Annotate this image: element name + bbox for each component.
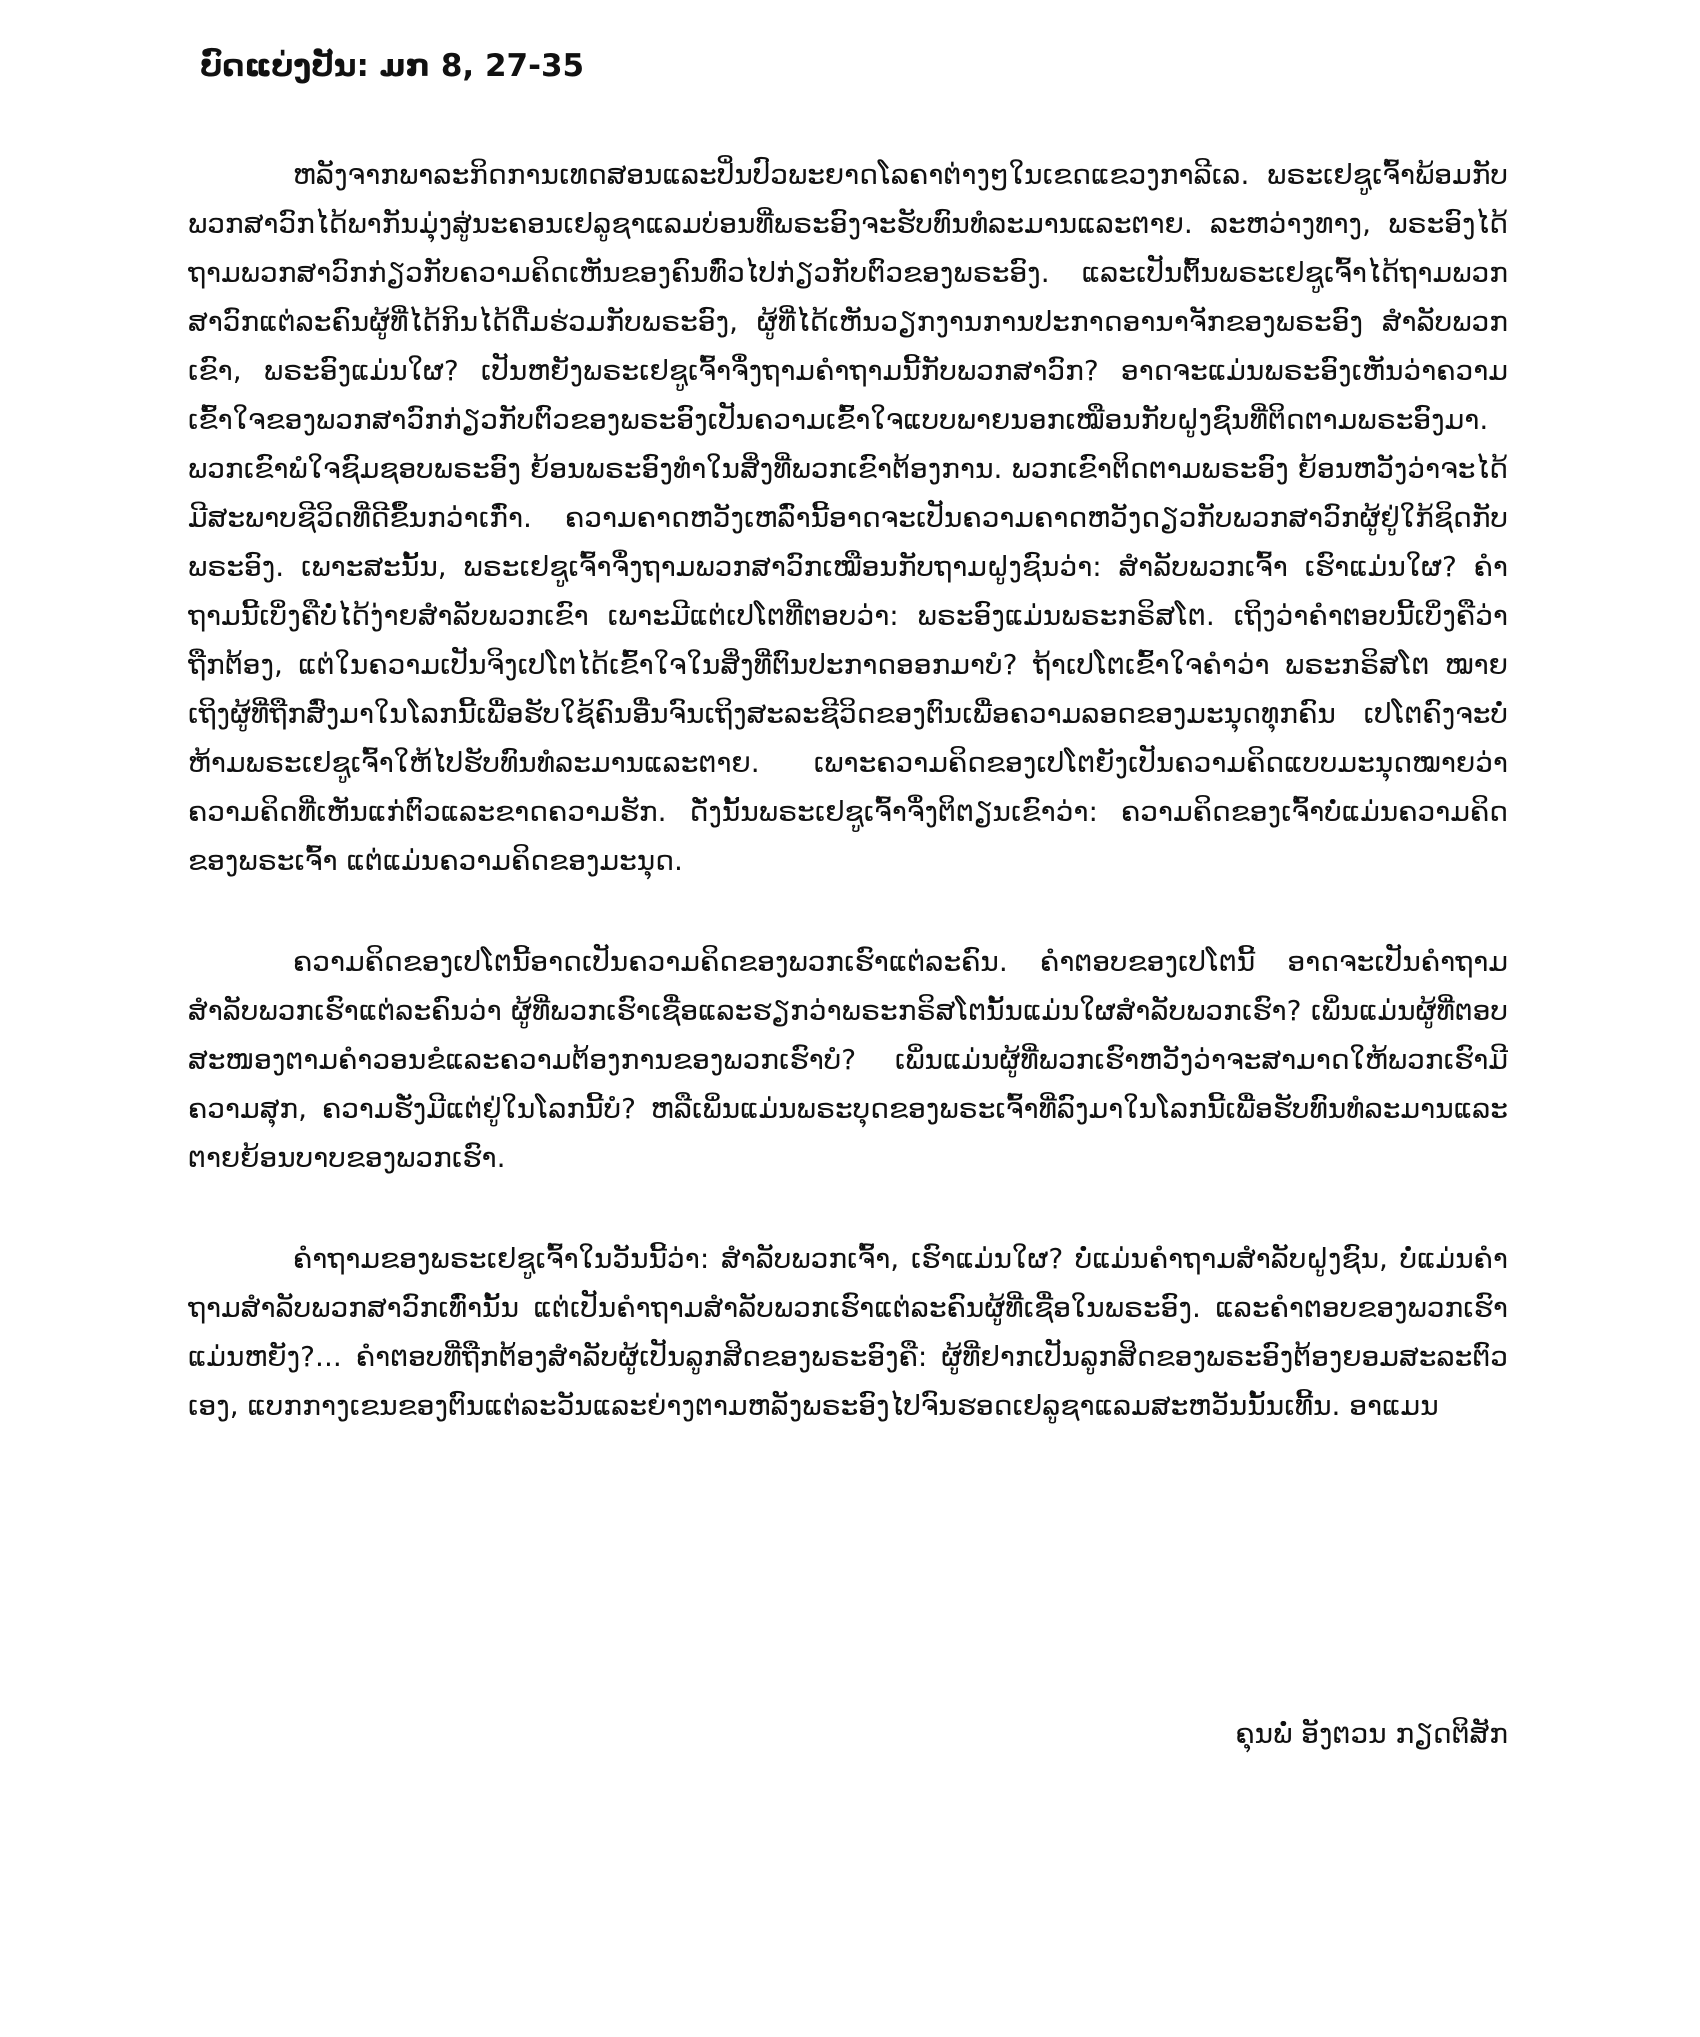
- document-body: [188, 150, 1508, 1482]
- paragraph-3: ຄຳຖາມຂອງພຣະເຢຊູເຈົ້າໃນວັນນີ້ວ່າ: ສຳລັບພວກເຈົ້າ, ເຮົາແມ່ນໃຜ? ບໍ່ແມ່ນຄຳຖາມສຳລັບຝູງຊົນ, ບໍ່ແມ່ນຄຳຖາມສຳລັບພວກສາວົກເທົ່ານັ້ນ ແຕ່ເປັນຄຳຖາມສຳລັບພວກເຮົາແຕ່ລະຄົນຜູ້ທີ່ເຊື່ອໃນພຣະອົງ. ແລະຄຳຕອບຂອງພວກເຮົາແມ່ນຫຍັງ?... ຄຳຕອບທີ່ຖືກຕ້ອງສຳລັບຜູ້ເປັນລູກສິດຂອງພຣະອົງຄື: ຜູ້ທີ່ຢາກເປັນລູກສິດຂອງພຣະອົງຕ້ອງຍອມສະລະຕົວເອງ, ແບກກາງເຂນຂອງຕົນແຕ່ລະວັນແລະຍ່າງຕາມຫລັງພຣະອົງໄປຈົນຮອດເຢລູຊາແລມສະຫວັນນັ້ນເທີ້ນ. ອາແມນ: [188, 1242, 1508, 1422]
- paragraph-1: ຫລັງຈາກພາລະກິດການເທດສອນແລະປິ່ນປົວພະຍາດໂລຄາຕ່າງໆໃນເຂດແຂວງກາລີເລ. ພຣະເຢຊູເຈົ້າພ້ອມກັບພວກສາວົກໄດ້ພາກັນມຸ່ງສູ່ນະຄອນເຢລູຊາແລມບ່ອນທີ່ພຣະອົງຈະຮັບທົນທໍລະມານແລະຕາຍ. ລະຫວ່າງທາງ, ພຣະອົງໄດ້ຖາມພວກສາວົກກ່ຽວກັບຄວາມຄິດເຫັນຂອງຄົນທົ່ວໄປກ່ຽວກັບຕົວຂອງພຣະອົງ. ແລະເປັນຕົ້ນພຣະເຢຊູເຈົ້າໄດ້ຖາມພວກສາວົກແຕ່ລະຄົນຜູ້ທີ່ໄດ້ກິນໄດ້ດື່ມຮ່ວມກັບພຣະອົງ, ຜູ້ທີ່ໄດ້ເຫັນວຽກງານການປະກາດອານາຈັກຂອງພຣະອົງ ສຳລັບພວກເຂົາ, ພຣະອົງແມ່ນໃຜ? ເປັນຫຍັງພຣະເຢຊູເຈົ້າຈຶ່ງຖາມຄຳຖາມນີ້ກັບພວກສາວົກ? ອາດຈະແມ່ນພຣະອົງເຫັນວ່າຄວາມເຂົ້າໃຈຂອງພວກສາວົກກ່ຽວກັບຕົວຂອງພຣະອົງເປັນຄວາມເຂົ້າໃຈແບບພາຍນອກເໝືອນກັບຝູງຊົນທີ່ຕິດຕາມພຣະອົງມາ. ພວກເຂົາພໍໃຈຊົມຊອບພຣະອົງ ຍ້ອນພຣະອົງທຳໃນສິ່ງທີ່ພວກເຂົາຕ້ອງການ. ພວກເຂົາຕິດຕາມພຣະອົງ ຍ້ອນຫວັງວ່າຈະໄດ້ມີສະພາບຊີວິດທີ່ດີຂຶ້ນກວ່າເກົ່າ. ຄວາມຄາດຫວັງເຫລົ່ານີ້ອາດຈະເປັນຄວາມຄາດຫວັງດຽວກັບພວກສາວົກຜູ້ຢູ່ໃກ້ຊິດກັບພຣະອົງ. ເພາະສະນັ້ນ, ພຣະເຢຊູເຈົ້າຈຶ່ງຖາມພວກສາວົກເໝືອນກັບຖາມຝູງຊົນວ່າ: ສຳລັບພວກເຈົ້າ ເຮົາແມ່ນໃຜ? ຄຳຖາມນີ້ເບິ່ງຄືບໍ່ໄດ້ງ່າຍສຳລັບພວກເຂົາ ເພາະມີແຕ່ເປໂຕທີ່ຕອບວ່າ: ພຣະອົງແມ່ນພຣະກຣິສໂຕ. ເຖິງວ່າຄຳຕອບນີ້ເບິ່ງຄືວ່າຖືກຕ້ອງ, ແຕ່ໃນຄວາມເປັນຈິງເປໂຕໄດ້ເຂົ້າໃຈໃນສິ່ງທີ່ຕົນປະກາດອອກມາບໍ? ຖ້າເປໂຕເຂົ້າໃຈຄຳວ່າ ພຣະກຣິສໂຕ ໝາຍເຖິງຜູ້ທີ່ຖືກສົ່ງມາໃນໂລກນີ້ເພື່ອຮັບໃຊ້ຄົນອື່ນຈົນເຖິງສະລະຊີວິດຂອງຕົນເພື່ອຄວາມລອດຂອງມະນຸດທຸກຄົນ ເປໂຕຄົງຈະບໍ່ຫ້າມພຣະເຢຊູເຈົ້າໃຫ້ໄປຮັບທົນທໍລະມານແລະຕາຍ. ເພາະຄວາມຄິດຂອງເປໂຕຍັງເປັນຄວາມຄິດແບບມະນຸດໝາຍວ່າ ຄວາມຄິດທີ່ເຫັນແກ່ຕົວແລະຂາດຄວາມຮັກ. ດັ່ງນັ້ນພຣະເຢຊູເຈົ້າຈຶ່ງຕິຕຽນເຂົາວ່າ: ຄວາມຄິດຂອງເຈົ້າບໍ່ແມ່ນຄວາມຄິດຂອງພຣະເຈົ້າ ແຕ່ແມ່ນຄວາມຄິດຂອງມະນຸດ.: [188, 158, 1508, 877]
- author-signature: ຄຸນພໍ່ ອັງຕວນ ກຽດຕິສັກ: [1235, 1717, 1508, 1750]
- paragraph-2: ຄວາມຄິດຂອງເປໂຕນີ້ອາດເປັນຄວາມຄິດຂອງພວກເຮົາແຕ່ລະຄົນ. ຄຳຕອບຂອງເປໂຕນີ້ ອາດຈະເປັນຄຳຖາມສຳລັບພວກເຮົາແຕ່ລະຄົນວ່າ ຜູ້ທີ່ພວກເຮົາເຊື່ອແລະຮຽກວ່າພຣະກຣິສໂຕນັ້ນແມ່ນໃຜສຳລັບພວກເຮົາ? ເພິ່ນແມ່ນຜູ້ທີ່ຕອບສະໜອງຕາມຄຳວອນຂໍແລະຄວາມຕ້ອງການຂອງພວກເຮົາບໍ? ເພິ່ນແມ່ນຜູ້ທີ່ພວກເຮົາຫວັງວ່າຈະສາມາດໃຫ້ພວກເຮົາມີຄວາມສຸກ, ຄວາມຮັ່ງມີແຕ່ຢູ່ໃນໂລກນີ້ບໍ? ຫລືເພິ່ນແມ່ນພຣະບຸດຂອງພຣະເຈົ້າທີ່ລົງມາໃນໂລກນີ້ເພື່ອຮັບທົນທໍລະມານແລະຕາຍຍ້ອນບາບຂອງພວກເຮົາ.: [188, 945, 1508, 1174]
- document-title: ບົດແບ່ງປັນ: ມກ 8, 27-35: [200, 48, 585, 84]
